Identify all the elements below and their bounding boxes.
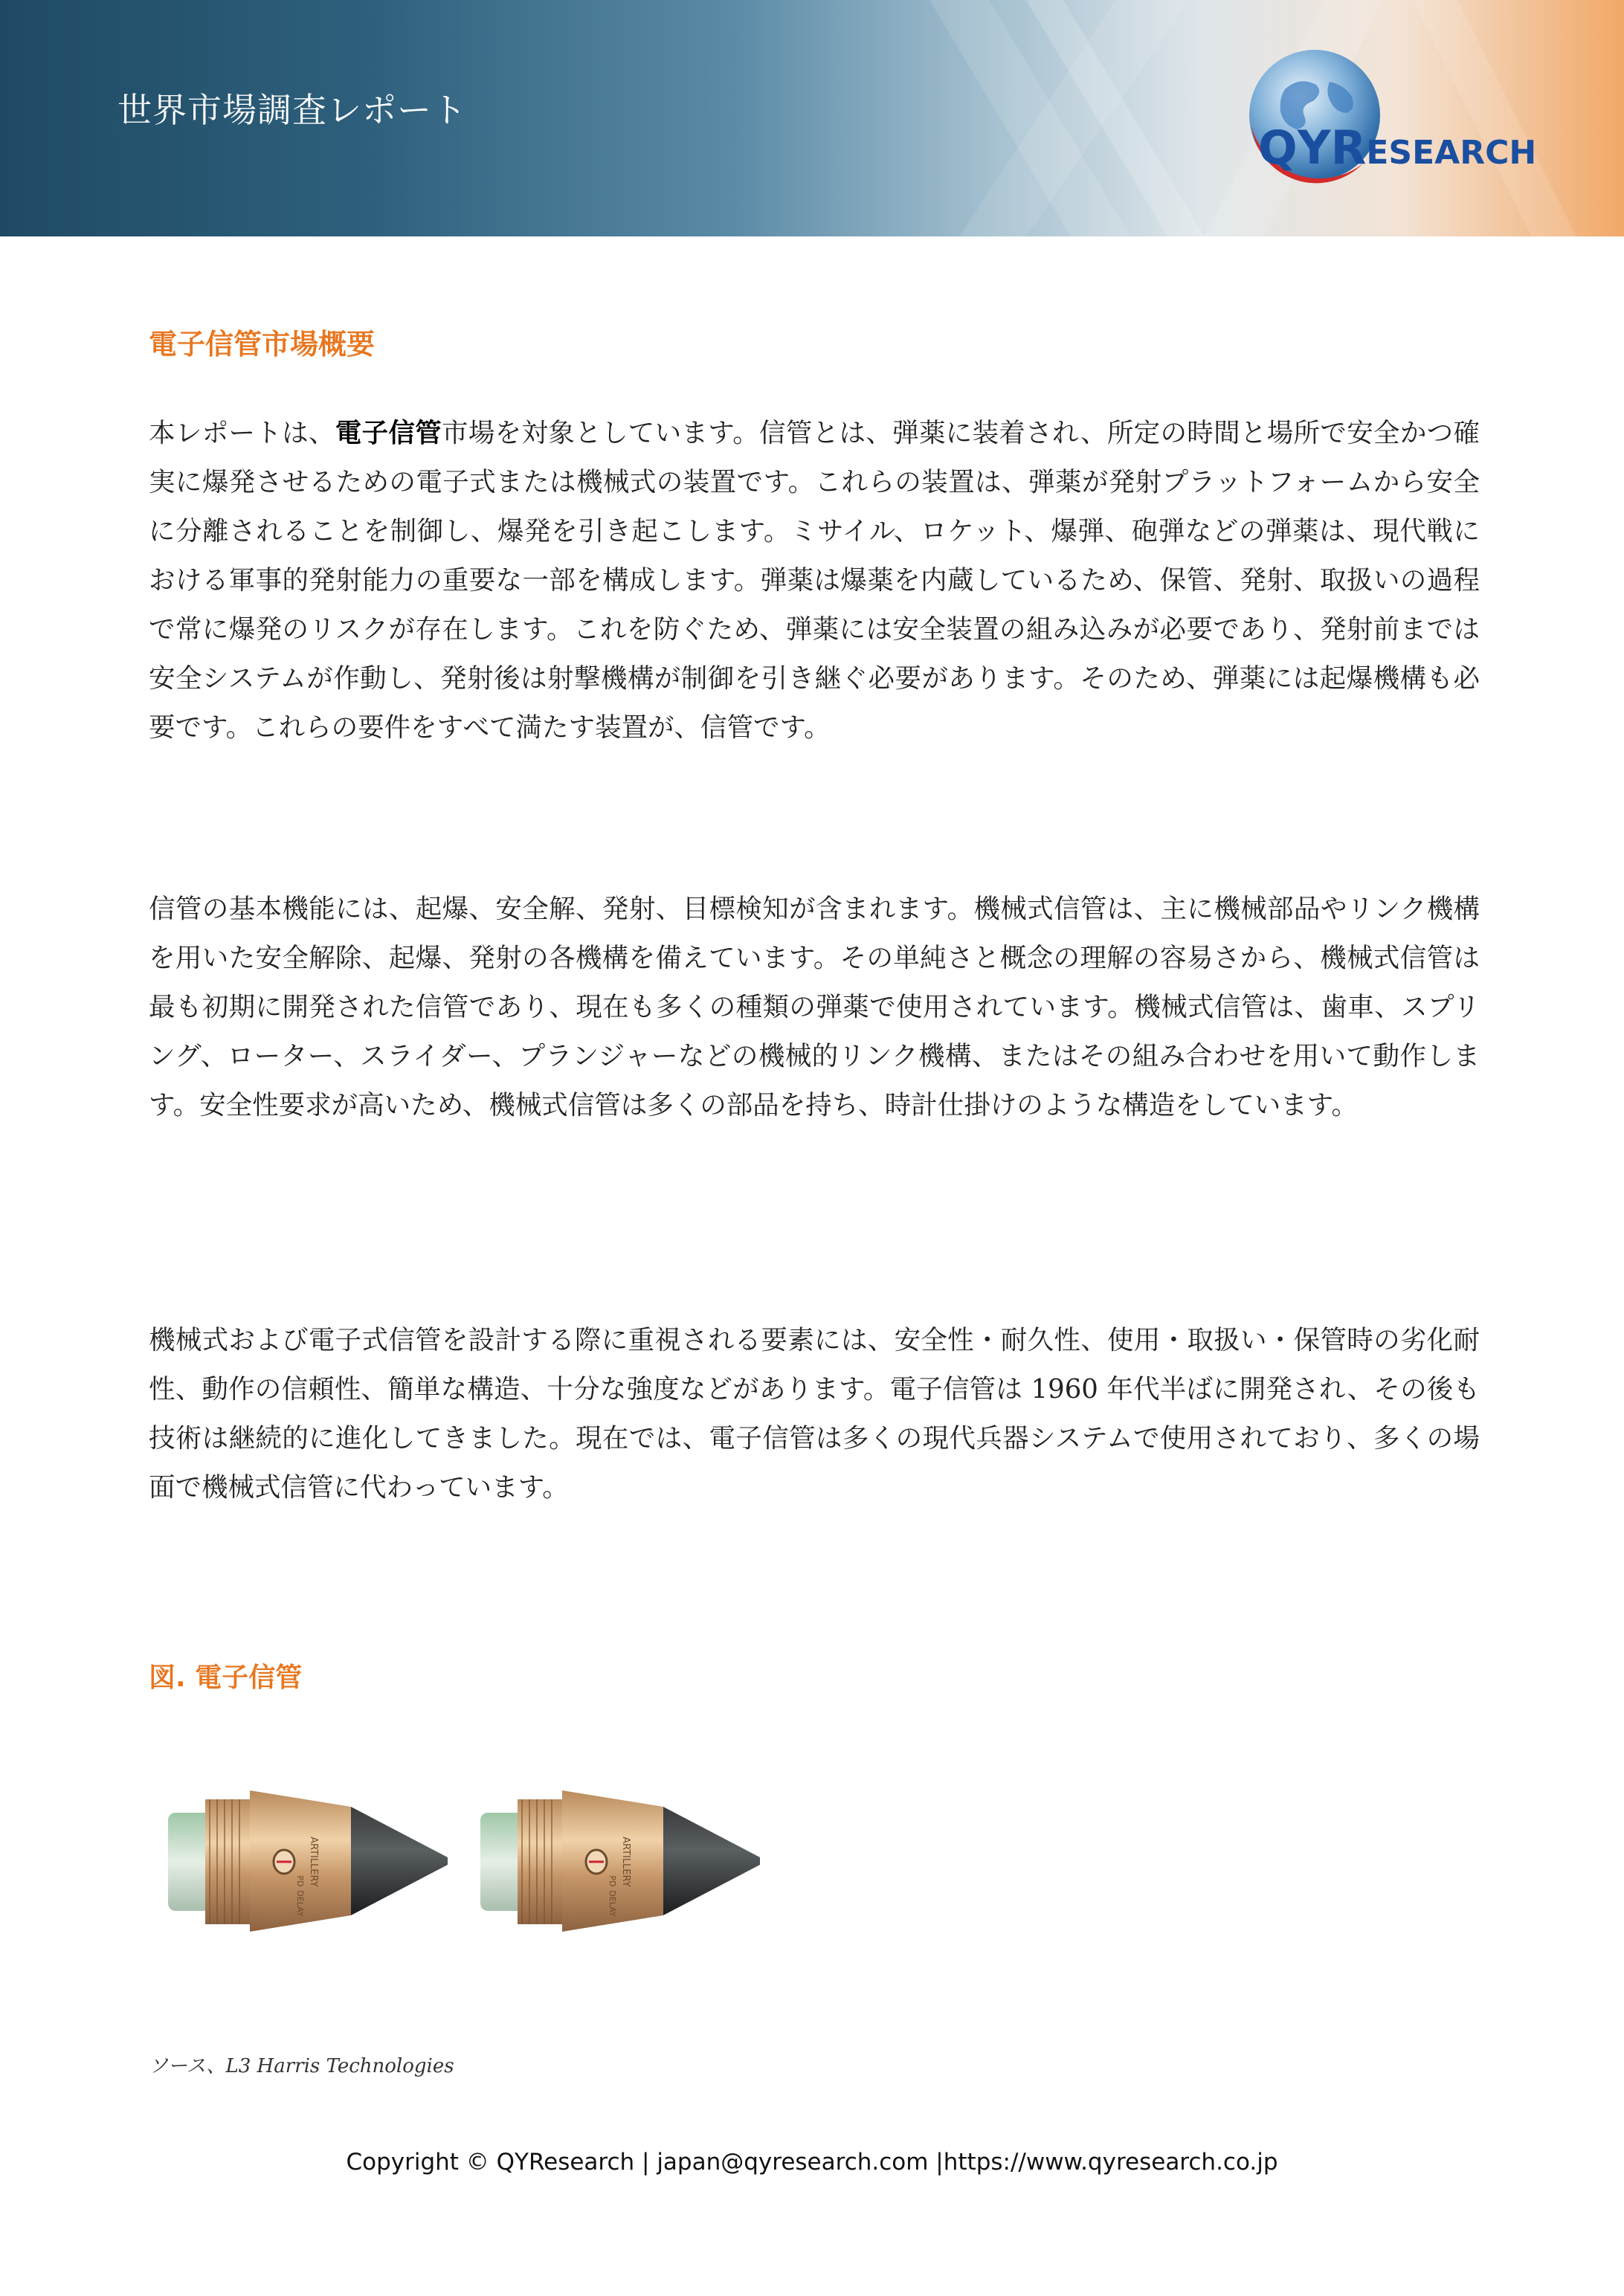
keyword-bold: 電子信管	[335, 418, 442, 448]
page-footer: Copyright © QYResearch | japan@qyresearch.com |https://www.qyresearch.co.jp	[346, 2149, 1278, 2176]
paragraph-intro: 本レポートは、電子信管市場を対象としています。信管とは、弾薬に装着され、所定の時間と場所で安全かつ確実に爆発させるための電子式または機械式の装置です。これらの装置は、弾薬が発射プラットフォームから安全に分離されることを制御し、爆発を引き起こします。ミサイル、ロケット、爆弾、砲弾などの弾薬は、現代戦における軍事的発射能力の重要な一部を構成します。弾薬は爆薬を内蔵しているため、保管、発射、取扱いの過程で常に爆発のリスクが存在します。これを防ぐため、弾薬には安全装置の組み込みが必要であり、発射前までは安全システムが作動し、発射後は射撃機構が制御を引き継ぐ必要があります。そのため、弾薬には起爆機構も必要です。これらの要件をすべて満たす装置が、信管です。	[149, 418, 1480, 743]
svg-text:ARTILLERY: ARTILLERY	[620, 1837, 631, 1887]
svg-text:DELAY: DELAY	[295, 1890, 305, 1917]
fuze-figure	[165, 1770, 775, 1948]
fuze-right	[480, 1790, 760, 1932]
header-banner	[0, 0, 1624, 236]
report-header-title: 世界市場調査レポート	[117, 90, 467, 130]
svg-text:PD: PD	[295, 1875, 305, 1887]
fuze-left	[168, 1790, 448, 1932]
svg-text:DELAY: DELAY	[608, 1890, 617, 1917]
figure-source: ソース、L3 Harris Technologies	[149, 2055, 454, 2077]
paragraph-functions: 信管の基本機能には、起爆、安全解、発射、目標検知が含まれます。機械式信管は、主に機械部品やリンク機構を用いた安全解除、起爆、発射の各機構を備えています。その単純さと概念の理解の容易さから、機械式信管は最も初期に開発された信管であり、現在も多くの種類の弾薬で使用されています。機械式信管は、歯車、スプリング、ローター、スライダー、プランジャーなどの機械的リンク機構、またはその組み合わせを用いて動作します。安全性要求が高いため、機械式信管は多くの部品を持ち、時計仕掛けのような構造をしています。	[149, 894, 1480, 1120]
qyresearch-logo	[1233, 45, 1553, 193]
figure-title: 図. 電子信管	[149, 1663, 303, 1693]
fuze-image	[165, 1770, 775, 1948]
logo-wordmark: QYRESEARCH	[1258, 120, 1537, 175]
svg-text:PD: PD	[608, 1875, 617, 1887]
section-title: 電子信管市場概要	[149, 328, 376, 361]
svg-text:ARTILLERY: ARTILLERY	[308, 1837, 319, 1887]
paragraph-design: 機械式および電子式信管を設計する際に重視される要素には、安全性・耐久性、使用・取扱い・保管時の劣化耐性、動作の信頼性、簡単な構造、十分な強度などがあります。電子信管は 1960 年代半ばに開発され、その後も技術は継続的に進化してきました。現在では、電子信管は多くの現代兵器システムで使用されており、多くの場面で機械式信管に代わっています。	[149, 1325, 1480, 1503]
